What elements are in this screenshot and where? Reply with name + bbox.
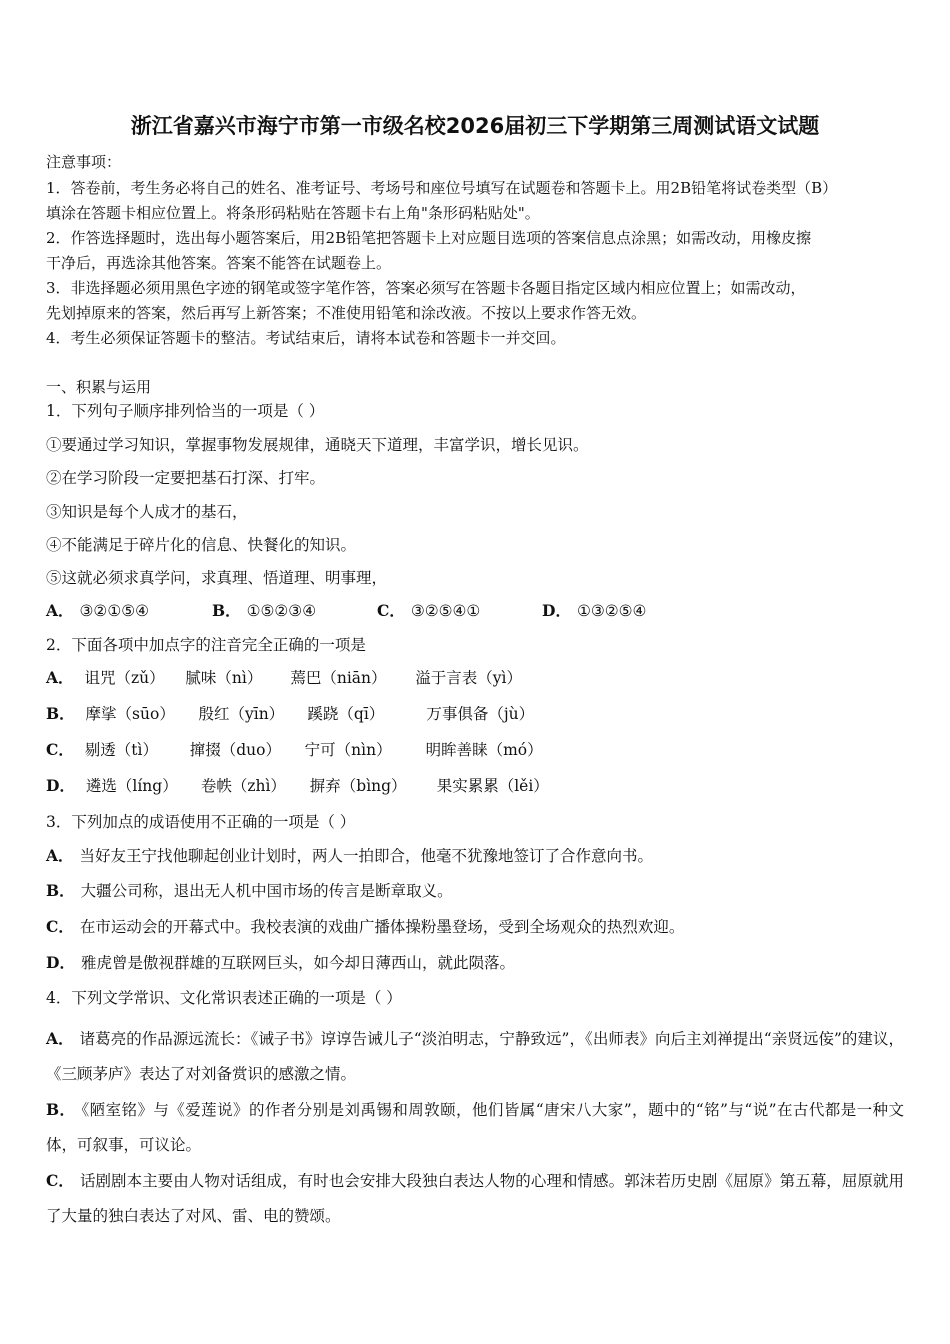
option-letter: B． [46,704,75,723]
notice-line: 1．答卷前，考生务必将自己的姓名、准考证号、考场号和座位号填写在试题卷和答题卡上。用2B铅笔将试卷类型（B） [46,179,838,197]
pinyin-item: 蹊跷（qī） [307,705,385,723]
option-letter: A． [46,601,74,620]
notice-line: 2．作答选择题时，选出每小题答案后，用2B铅笔把答题卡上对应题目选项的答案信息点涂黑；如需改动，用橡皮擦 [46,229,812,247]
notice-line: 3．非选择题必须用黑色字迹的钢笔或签字笔作答，答案必须写在答题卡各题目指定区域内相应位置上；如需改动， [46,279,806,297]
pinyin-item: 殷红（yīn） [198,705,285,723]
option-letter: A． [46,846,74,865]
q1-sentence: ③知识是每个人成才的基石， [46,503,248,521]
pinyin-item: 卷帙（zhì） [200,777,286,795]
question-2-stem: 2．下面各项中加点字的注音完全正确的一项是 [46,636,366,654]
option-text: 雅虎曾是傲视群雄的互联网巨头，如今却日薄西山，就此陨落。 [80,954,515,972]
option-text: ③②①⑤④ [79,602,150,620]
option-letter: B． [212,601,241,620]
q3-option-d [46,953,515,973]
notice-line: 干净后，再选涂其他答案。答案不能答在试题卷上。 [46,254,392,272]
q1-sentence: ②在学习阶段一定要把基石打深、打牢。 [46,469,326,487]
pinyin-item: 摒弃（bìng） [309,777,407,795]
pinyin-item: 果实累累（lěi） [436,777,549,795]
pinyin-item: 剔透（tì） [84,741,158,759]
option-letter: C． [46,917,74,936]
q1-sentence: ①要通过学习知识，掌握事物发展规律，通晓天下道理，丰富学识，增长见识。 [46,436,589,454]
q4-option-a [46,1021,904,1092]
q1-option-b [212,601,316,621]
option-letter: A． [46,1029,74,1048]
notice-line: 先划掉原来的答案，然后再写上新答案；不准使用铅笔和涂改液。不按以上要求作答无效。 [46,304,647,322]
option-letter: C． [46,1171,74,1190]
q2-option-a [46,668,522,688]
option-text: 当好友王宁找他聊起创业计划时，两人一拍即合，他毫不犹豫地签订了合作意向书。 [79,847,654,865]
option-letter: D． [542,601,571,620]
q2-option-d [46,776,549,796]
option-text: ③②⑤④① [410,602,481,620]
option-letter: A． [46,668,74,687]
q1-sentence: ④不能满足于碎片化的信息、快餐化的知识。 [46,536,357,554]
q2-option-b [46,704,534,724]
q1-option-d [542,601,646,621]
pinyin-item: 蔫巴（niān） [290,669,387,687]
option-letter: D． [46,776,75,795]
option-letter: B． [46,1100,76,1119]
option-text: 诸葛亮的作品源远流长：《诫子书》谆谆告诫儿子“淡泊明志，宁静致远”，《出师表》向后主刘禅提出“亲贤远侫”的建议，《三顾茅庐》表达了对刘备赏识的感激之情。 [46,1030,904,1083]
option-letter: D． [46,953,75,972]
option-text: 在市运动会的开幕式中。我校表演的戏曲广播体操粉墨登场，受到全场观众的热烈欢迎。 [79,918,685,936]
q4-option-c [46,1163,904,1234]
question-1-stem: 1．下列句子顺序排列恰当的一项是（ ） [46,402,325,420]
option-letter: C． [377,601,405,620]
option-text: 《陋室铭》与《爱莲说》的作者分别是刘禹锡和周敦颐，他们皆属“唐宋八大家”，题中的“铭”与“说”在古代都是一种文体，可叙事，可议论。 [46,1101,904,1154]
q1-sentence: ⑤这就必须求真学问，求真理、悟道理、明事理， [46,569,388,587]
question-4-stem: 4．下列文学常识、文化常识表述正确的一项是（ ） [46,989,402,1007]
pinyin-item: 万事俱备（jù） [426,705,535,723]
q1-option-c [377,601,480,621]
q4-option-b [46,1092,904,1163]
pinyin-item: 腻味（nì） [185,669,263,687]
notice-heading: 注意事项： [46,153,122,171]
exam-title: 浙江省嘉兴市海宁市第一市级名校2026届初三下学期第三周测试语文试题 [130,114,820,138]
pinyin-item: 宁可（nìn） [304,741,392,759]
pinyin-item: 明眸善睐（mó） [425,741,543,759]
option-text: 话剧剧本主要由人物对话组成，有时也会安排大段独白表达人物的心理和情感。郭沫若历史剧《屈原》第五幕，屈原就用了大量的独白表达了对风、雷、电的赞颂。 [46,1172,904,1225]
q3-option-c [46,917,684,937]
q3-option-b [46,881,453,901]
option-text: ①③②⑤④ [576,602,647,620]
q2-option-c [46,740,543,760]
option-text: ①⑤②③④ [246,602,317,620]
section-heading: 一、积累与运用 [46,378,152,396]
notice-line: 4．考生必须保证答题卡的整洁。考试结束后，请将本试卷和答题卡一并交回。 [46,329,566,347]
option-letter: B． [46,881,75,900]
q3-option-a [46,846,653,866]
pinyin-item: 摩挲（sūo） [85,705,175,723]
question-3-stem: 3．下列加点的成语使用不正确的一项是（ ） [46,813,356,831]
pinyin-item: 溢于言表（yì） [415,669,522,687]
option-text: 大疆公司称，退出无人机中国市场的传言是断章取义。 [80,882,453,900]
pinyin-item: 诅咒（zǔ） [84,669,165,687]
option-letter: C． [46,740,74,759]
q1-option-a [46,601,149,621]
notice-line: 填涂在答题卡相应位置上。将条形码粘贴在答题卡右上角"条形码粘贴处"。 [46,204,540,222]
pinyin-item: 遴选（líng） [85,777,178,795]
pinyin-item: 撺掇（duo） [189,741,281,759]
